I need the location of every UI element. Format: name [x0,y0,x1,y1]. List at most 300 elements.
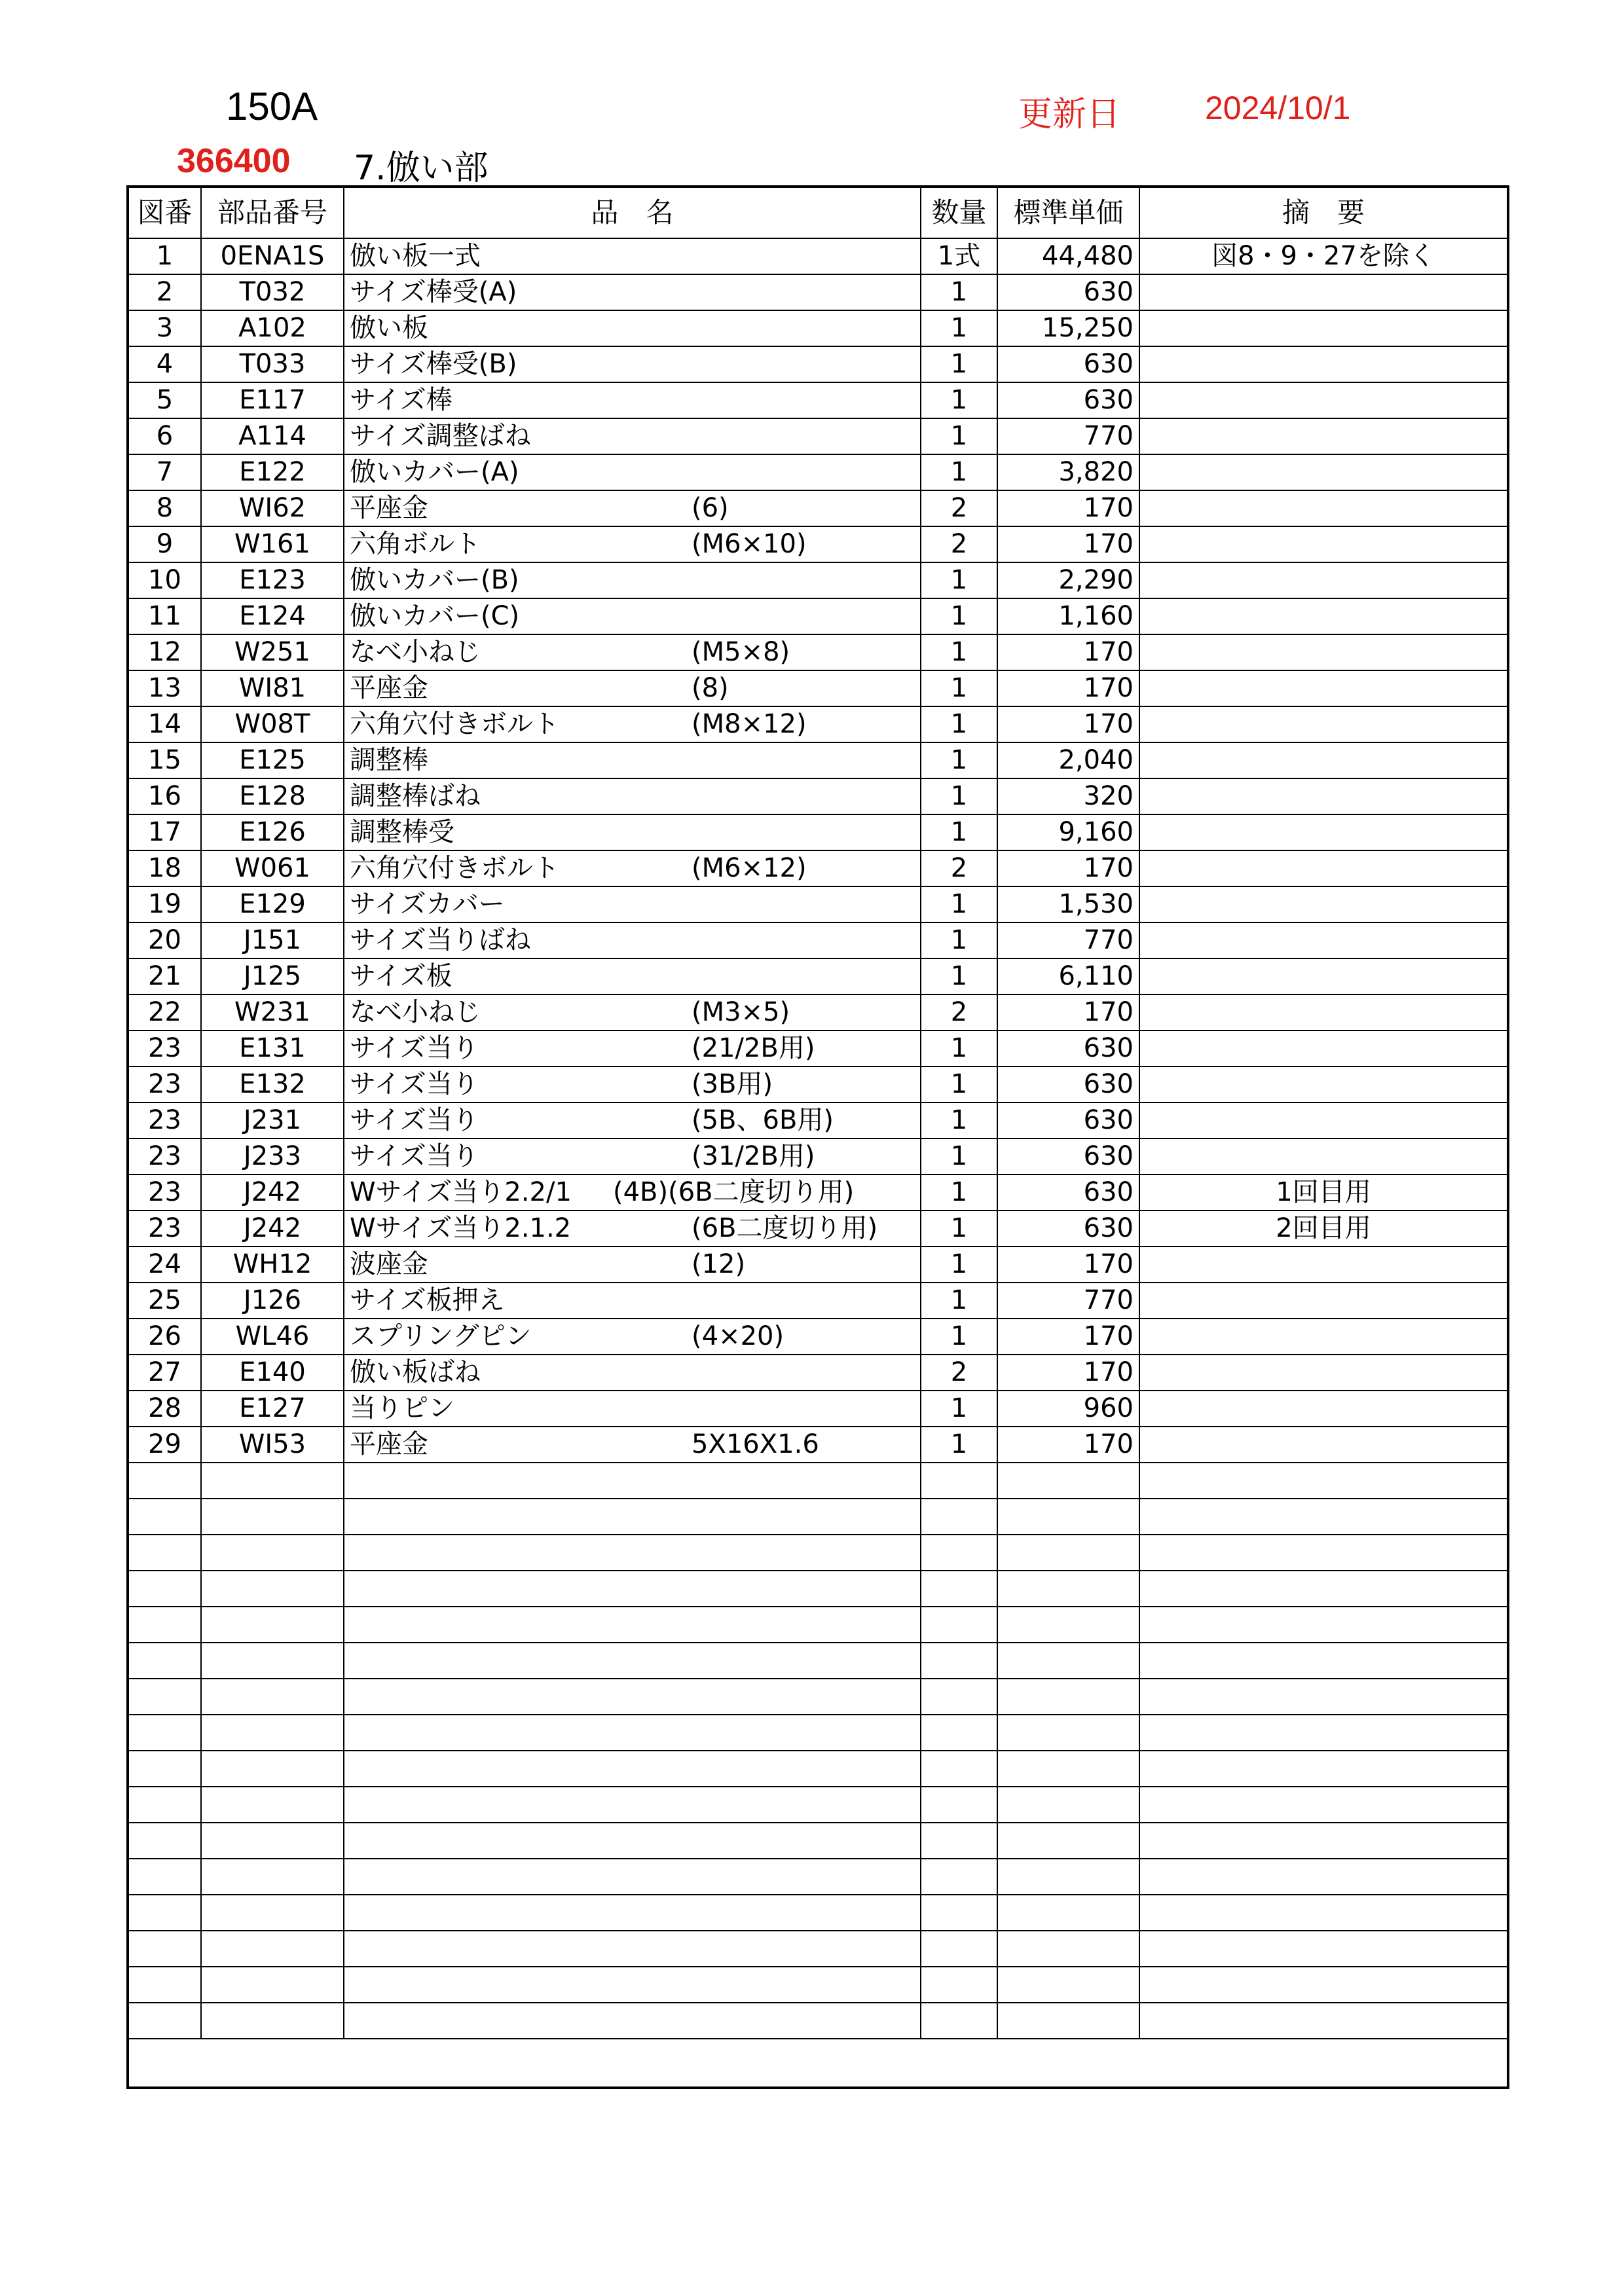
table-row [128,670,1508,706]
qty-cell: 1 [921,1391,997,1427]
price-cell: 170 [997,670,1139,706]
part-no-cell: E122 [201,454,344,490]
empty-cell [997,1643,1139,1679]
note-cell [1139,418,1508,454]
name-cell [344,1283,921,1319]
table-row [128,454,1508,490]
part-name: なべ小ねじ [350,637,481,667]
qty-cell: 2 [921,994,997,1030]
table-row [128,1066,1508,1102]
name-cell [344,850,921,886]
price-cell: 630 [997,346,1139,382]
part-spec: (M8×12) [692,709,807,739]
name-cell [344,274,921,310]
price-cell: 630 [997,1030,1139,1066]
col-header-part-no: 部品番号 [201,187,344,238]
table-row [128,778,1508,814]
empty-table-row [128,1967,1508,2003]
part-no-cell: A114 [201,418,344,454]
note-cell [1139,1139,1508,1175]
part-spec: (3B用) [692,1069,773,1099]
part-no-cell: J231 [201,1102,344,1139]
part-name: サイズ板 [350,961,452,991]
figure-no-cell: 3 [128,310,201,346]
part-spec: 5X16X1.6 [692,1429,819,1459]
name-cell [344,1139,921,1175]
empty-cell [201,1751,344,1787]
note-cell [1139,598,1508,634]
table-row [128,850,1508,886]
qty-cell: 1 [921,670,997,706]
part-no-cell: W231 [201,994,344,1030]
empty-cell [201,1679,344,1715]
note-cell [1139,1102,1508,1139]
qty-cell: 2 [921,850,997,886]
part-no-cell: WI81 [201,670,344,706]
figure-no-cell: 29 [128,1427,201,1463]
part-no-cell: 0ENA1S [201,238,344,274]
figure-no-cell: 20 [128,922,201,958]
part-name: 倣いカバー(C) [350,601,520,631]
part-no-cell: E126 [201,814,344,850]
empty-cell [997,2003,1139,2039]
qty-cell: 1 [921,1030,997,1066]
empty-cell [997,1715,1139,1751]
part-no-cell: WI62 [201,490,344,526]
part-no-cell: WL46 [201,1319,344,1355]
name-cell [344,1247,921,1283]
name-cell [344,1066,921,1102]
empty-table-row [128,1823,1508,1859]
figure-no-cell: 9 [128,526,201,562]
qty-cell: 1 [921,598,997,634]
table-row [128,1139,1508,1175]
section-title: 7.倣い部 [354,149,489,188]
part-spec: (8) [692,673,729,703]
note-cell [1139,1355,1508,1391]
part-name: 調整棒ばね [350,781,481,811]
part-no-cell: A102 [201,310,344,346]
table-row [128,418,1508,454]
empty-cell [201,1823,344,1859]
part-name: サイズ当り [350,1069,479,1099]
figure-no-cell: 23 [128,1066,201,1102]
empty-cell [201,1787,344,1823]
price-cell: 170 [997,1319,1139,1355]
empty-cell [201,1931,344,1967]
empty-cell [201,1607,344,1643]
empty-cell [201,1715,344,1751]
part-spec: (M6×12) [692,853,807,883]
part-name: サイズ調整ばね [350,421,531,451]
figure-no-cell: 27 [128,1355,201,1391]
empty-cell [201,1571,344,1607]
empty-cell [997,1823,1139,1859]
empty-cell [997,1499,1139,1535]
figure-no-cell: 18 [128,850,201,886]
empty-table-row [128,1859,1508,1895]
empty-cell [201,1535,344,1571]
note-cell [1139,994,1508,1030]
note-cell [1139,742,1508,778]
empty-cell [128,1607,201,1643]
name-cell [344,490,921,526]
qty-cell: 2 [921,1355,997,1391]
empty-cell [921,1931,997,1967]
empty-cell [201,1463,344,1499]
part-name: 調整棒受 [350,817,454,847]
empty-cell [1139,1463,1508,1499]
note-cell [1139,526,1508,562]
table-row [128,382,1508,418]
part-no-cell: WH12 [201,1247,344,1283]
table-row [128,526,1508,562]
empty-cell [997,1535,1139,1571]
empty-cell [201,2003,344,2039]
empty-cell [344,1751,921,1787]
note-cell [1139,814,1508,850]
empty-cell [1139,1931,1508,1967]
name-cell [344,742,921,778]
price-cell: 630 [997,1139,1139,1175]
qty-cell: 1 [921,1102,997,1139]
empty-cell [344,1967,921,2003]
qty-cell: 2 [921,526,997,562]
empty-table-row [128,2003,1508,2039]
empty-cell [921,1463,997,1499]
col-header-figure-no: 図番 [128,187,201,238]
part-spec: (4×20) [692,1321,784,1351]
figure-no-cell: 23 [128,1211,201,1247]
figure-no-cell: 17 [128,814,201,850]
empty-cell [997,1931,1139,1967]
table-row [128,1247,1508,1283]
note-cell [1139,886,1508,922]
empty-cell [128,1679,201,1715]
empty-cell [201,1499,344,1535]
note-cell: 2回目用 [1139,1211,1508,1247]
part-no-cell: E128 [201,778,344,814]
empty-cell [997,1463,1139,1499]
part-spec: (M6×10) [692,529,807,559]
part-no-cell: E140 [201,1355,344,1391]
empty-cell [1139,1967,1508,2003]
empty-cell [997,1679,1139,1715]
qty-cell: 1 [921,1066,997,1102]
empty-cell [921,2003,997,2039]
empty-cell [344,1787,921,1823]
empty-cell [344,1499,921,1535]
note-cell [1139,1247,1508,1283]
qty-cell: 1 [921,778,997,814]
name-cell [344,1391,921,1427]
price-cell: 770 [997,922,1139,958]
part-name: サイズ棒 [350,385,452,415]
price-cell: 630 [997,1102,1139,1139]
part-name: サイズ棒受(A) [350,277,517,307]
note-cell [1139,670,1508,706]
name-cell [344,454,921,490]
empty-cell [921,1967,997,2003]
empty-cell [128,1895,201,1931]
qty-cell: 1 [921,1247,997,1283]
table-row [128,274,1508,310]
part-no-cell: W061 [201,850,344,886]
part-no-cell: E124 [201,598,344,634]
part-spec: (6B二度切り用) [692,1213,878,1243]
qty-cell: 1式 [921,238,997,274]
table-row [128,994,1508,1030]
part-no-cell: W08T [201,706,344,742]
figure-no-cell: 26 [128,1319,201,1355]
empty-cell [1139,1499,1508,1535]
price-cell: 630 [997,274,1139,310]
table-row [128,814,1508,850]
name-cell [344,778,921,814]
part-name: 当りピン [350,1393,454,1423]
price-cell: 960 [997,1391,1139,1427]
figure-no-cell: 23 [128,1030,201,1066]
price-cell: 630 [997,1066,1139,1102]
table-row [128,598,1508,634]
note-cell [1139,1319,1508,1355]
empty-cell [997,1751,1139,1787]
empty-cell [921,1499,997,1535]
empty-table-row [128,1931,1508,1967]
empty-cell [1139,1751,1508,1787]
figure-no-cell: 15 [128,742,201,778]
part-no-cell: J125 [201,958,344,994]
table-row [128,490,1508,526]
footer-row [128,2039,1508,2088]
price-cell: 170 [997,1355,1139,1391]
figure-no-cell: 23 [128,1139,201,1175]
empty-cell [344,1643,921,1679]
empty-cell [128,1715,201,1751]
part-name: Wサイズ当り2.1.2 [350,1213,572,1243]
qty-cell: 1 [921,1211,997,1247]
empty-cell [1139,1823,1508,1859]
figure-no-cell: 21 [128,958,201,994]
empty-cell [344,1607,921,1643]
name-cell [344,238,921,274]
figure-no-cell: 24 [128,1247,201,1283]
price-cell: 630 [997,382,1139,418]
part-no-cell: W161 [201,526,344,562]
empty-table-row [128,1895,1508,1931]
table-row [128,1175,1508,1211]
figure-no-cell: 7 [128,454,201,490]
note-cell [1139,346,1508,382]
part-no-cell: E117 [201,382,344,418]
empty-cell [201,1967,344,2003]
empty-cell [921,1787,997,1823]
note-cell [1139,490,1508,526]
empty-cell [1139,1571,1508,1607]
note-cell [1139,1066,1508,1102]
empty-cell [344,1463,921,1499]
empty-cell [1139,1715,1508,1751]
name-cell [344,346,921,382]
empty-cell [921,1535,997,1571]
price-cell: 44,480 [997,238,1139,274]
price-cell: 9,160 [997,814,1139,850]
empty-cell [997,1787,1139,1823]
empty-cell [344,1715,921,1751]
note-cell: 1回目用 [1139,1175,1508,1211]
part-no-cell: E131 [201,1030,344,1066]
part-name: 平座金 [350,493,428,523]
part-name: サイズカバー [350,889,505,919]
name-cell [344,382,921,418]
name-cell [344,526,921,562]
empty-cell [921,1895,997,1931]
note-cell [1139,778,1508,814]
part-name: 倣いカバー(A) [350,457,519,487]
table-row [128,922,1508,958]
part-name: 六角穴付きボルト [350,709,559,739]
table-row [128,1355,1508,1391]
empty-table-row [128,1499,1508,1535]
qty-cell: 1 [921,562,997,598]
note-cell [1139,310,1508,346]
name-cell [344,310,921,346]
name-cell [344,1319,921,1355]
empty-table-row [128,1751,1508,1787]
qty-cell: 1 [921,1283,997,1319]
part-name: 平座金 [350,1429,428,1459]
empty-cell [1139,1535,1508,1571]
part-no-cell: W251 [201,634,344,670]
name-cell [344,562,921,598]
price-cell: 15,250 [997,310,1139,346]
figure-no-cell: 23 [128,1175,201,1211]
part-name: 倣い板 [350,313,428,343]
empty-cell [921,1751,997,1787]
empty-cell [997,1571,1139,1607]
figure-no-cell: 10 [128,562,201,598]
table-row [128,886,1508,922]
name-cell [344,418,921,454]
figure-no-cell: 2 [128,274,201,310]
part-spec: (6) [692,493,729,523]
part-no-cell: J242 [201,1175,344,1211]
part-name: 平座金 [350,673,428,703]
empty-cell [997,1895,1139,1931]
empty-cell [997,1967,1139,2003]
name-cell [344,886,921,922]
name-cell [344,670,921,706]
name-cell [344,1211,921,1247]
empty-table-row [128,1607,1508,1643]
part-name: サイズ当りばね [350,925,531,955]
empty-cell [344,1535,921,1571]
name-cell [344,706,921,742]
part-no-cell: E129 [201,886,344,922]
note-cell [1139,706,1508,742]
empty-cell [201,1643,344,1679]
name-cell [344,1175,921,1211]
empty-table-row [128,1643,1508,1679]
empty-cell [921,1715,997,1751]
part-spec: (4B)(6B二度切り用) [613,1177,855,1207]
part-name: 倣いカバー(B) [350,565,519,595]
empty-cell [128,1499,201,1535]
note-cell [1139,922,1508,958]
part-name: サイズ当り [350,1033,479,1063]
part-name: 波座金 [350,1249,428,1279]
note-cell: 図8・9・27を除く [1139,238,1508,274]
qty-cell: 1 [921,310,997,346]
parts-table [126,185,1509,2089]
part-no-cell: WI53 [201,1427,344,1463]
figure-no-cell: 13 [128,670,201,706]
empty-cell [1139,1787,1508,1823]
empty-cell [1139,1859,1508,1895]
price-cell: 170 [997,526,1139,562]
part-spec: (5B、6B用) [692,1105,834,1135]
name-cell [344,958,921,994]
empty-cell [997,1859,1139,1895]
empty-cell [201,1895,344,1931]
empty-cell [921,1679,997,1715]
part-no-cell: E125 [201,742,344,778]
price-cell: 630 [997,1175,1139,1211]
empty-cell [128,1535,201,1571]
figure-no-cell: 19 [128,886,201,922]
qty-cell: 1 [921,1319,997,1355]
qty-cell: 1 [921,958,997,994]
table-header-row [128,187,1508,238]
empty-table-row [128,1679,1508,1715]
empty-cell [128,1571,201,1607]
col-header-qty: 数量 [921,187,997,238]
name-cell [344,922,921,958]
part-name: なべ小ねじ [350,997,481,1027]
figure-no-cell: 8 [128,490,201,526]
part-name: 倣い板ばね [350,1357,481,1387]
qty-cell: 1 [921,742,997,778]
empty-cell [128,1643,201,1679]
price-cell: 2,040 [997,742,1139,778]
empty-cell [921,1823,997,1859]
table-row [128,634,1508,670]
note-cell [1139,1427,1508,1463]
figure-no-cell: 12 [128,634,201,670]
update-date-label: 更新日 [1018,95,1121,134]
note-cell [1139,1391,1508,1427]
qty-cell: 1 [921,346,997,382]
empty-cell [1139,1643,1508,1679]
price-cell: 6,110 [997,958,1139,994]
figure-no-cell: 11 [128,598,201,634]
qty-cell: 1 [921,454,997,490]
figure-no-cell: 6 [128,418,201,454]
table-row [128,1427,1508,1463]
part-name: サイズ当り [350,1105,479,1135]
price-cell: 170 [997,490,1139,526]
empty-cell [1139,1679,1508,1715]
empty-cell [344,2003,921,2039]
part-name: サイズ棒受(B) [350,349,517,379]
empty-cell [128,1967,201,2003]
empty-cell [921,1607,997,1643]
empty-cell [128,1931,201,1967]
part-spec: (12) [692,1249,746,1279]
note-cell [1139,634,1508,670]
table-row [128,1319,1508,1355]
price-cell: 770 [997,418,1139,454]
